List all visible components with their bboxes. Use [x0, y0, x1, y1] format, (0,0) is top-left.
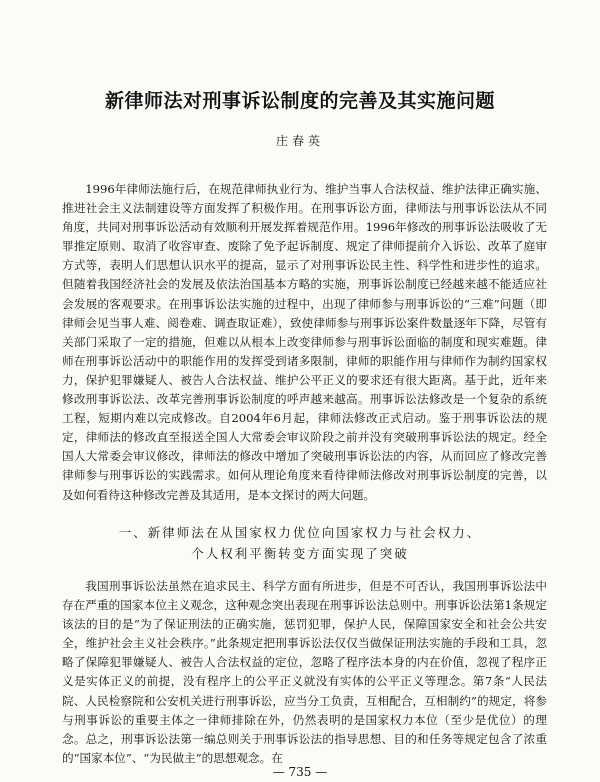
section-heading — [0, 522, 600, 564]
article-author: 庄春英 — [275, 134, 324, 148]
article-title: 新律师法对刑事诉讼制度的完善及其实施问题 — [104, 90, 495, 112]
page-number: — 735 — — [272, 765, 328, 779]
section-heading-line-1: 一、新律师法在从国家权力优位向国家权力与社会权力、 — [118, 525, 482, 540]
body-paragraph-2: 我国刑事诉讼法虽然在追求民主、科学方面有所进步，但是不可否认，我国刑事诉讼法中存在严重的国家本位主义观念，这种观念突出表现在刑事诉讼法总则中。刑事诉讼法第1条规定该法的目的是“为了保证刑法的正确实施，惩罚犯罪，保护人民，保障国家安全和社会公共安全，维护社会主义社会秩序。”此条规定把刑事诉讼法仅仅当做保证刑法实施的手段和工具，忽略了保障犯罪嫌疑人、被告人合法权益的定位，忽略了程序法本身的内在价值，忽视了程序正义是实体正义的前提，没有程序上的公平正义就没有实体的公平正义等理念。第7条“人民法院、人民检察院和公安机关进行刑事诉讼，应当分工负责，互相配合，互相制约”的规定，将参与刑事诉讼的重要主体之一律师排除在外，仍然表明的是国家权力本位（至少是优位）的理念。总之，刑事诉讼法第一编总则关于刑事诉讼法的指导思想、目的和任务等规定包含了浓重的“国家本位”、“为民做主”的思想观念。在 — [62, 579, 547, 765]
section-heading-line-2: 个人权利平衡转变方面实现了突破 — [191, 546, 409, 561]
body-paragraph-1: 1996年律师法施行后，在规范律师执业行为、维护当事人合法权益、维护法律正确实施、推进社会主义法制建设等方面发挥了积极作用。在刑事诉讼方面，律师法与刑事诉讼法从不同角度，共同对刑事诉讼活动有效顺利开展发挥着规范作用。1996年修改的刑事诉讼法吸收了无罪推定原则、取消了收容审查、废除了免予起诉制度、规定了律师提前介入诉讼、改革了庭审方式等，表明人们思想认识水平的提高，显示了对刑事诉讼民主性、科学性和进步性的追求。但随着我国经济社会的发展及依法治国基本方略的实施，刑事诉讼制度已经越来越不能适应社会发展的客观要求。在刑事诉讼法实施的过程中，出现了律师参与刑事诉讼的“三难”问题（即律师会见当事人难、阅卷难、调查取证难），致使律师参与刑事诉讼案件数量逐年下降，尽管有关部门采取了一定的措施，但难以从根本上改变律师参与刑事诉讼面临的制度和现实难题。律师在刑事诉讼活动中的职能作用的发挥受到诸多限制，律师的职能作用与律师作为制约国家权力，保护犯罪嫌疑人、被告人合法权益、维护公平正义的要求还有很大距离。基于此，近年来修改刑事诉讼法、改革完善刑事诉讼制度的呼声越来越高。刑事诉讼法修改是一个复杂的系统工程，短期内难以完成修改。自2004年6月起，律师法修改正式启动。鉴于刑事诉讼法的规定，律师法的修改直至报送全国人大常委会审议阶段之前并没有突破刑事诉讼法的规定。经全国人大常委会审议修改，律师法的修改中增加了突破刑事诉讼法的内容，从而回应了修改完善律师参与刑事诉讼的实践需求。如何从理论角度来看待律师法修改对刑事诉讼制度的完善，以及如何看待这种修改完善及其适用，是本文探讨的两大问题。 — [62, 182, 547, 502]
